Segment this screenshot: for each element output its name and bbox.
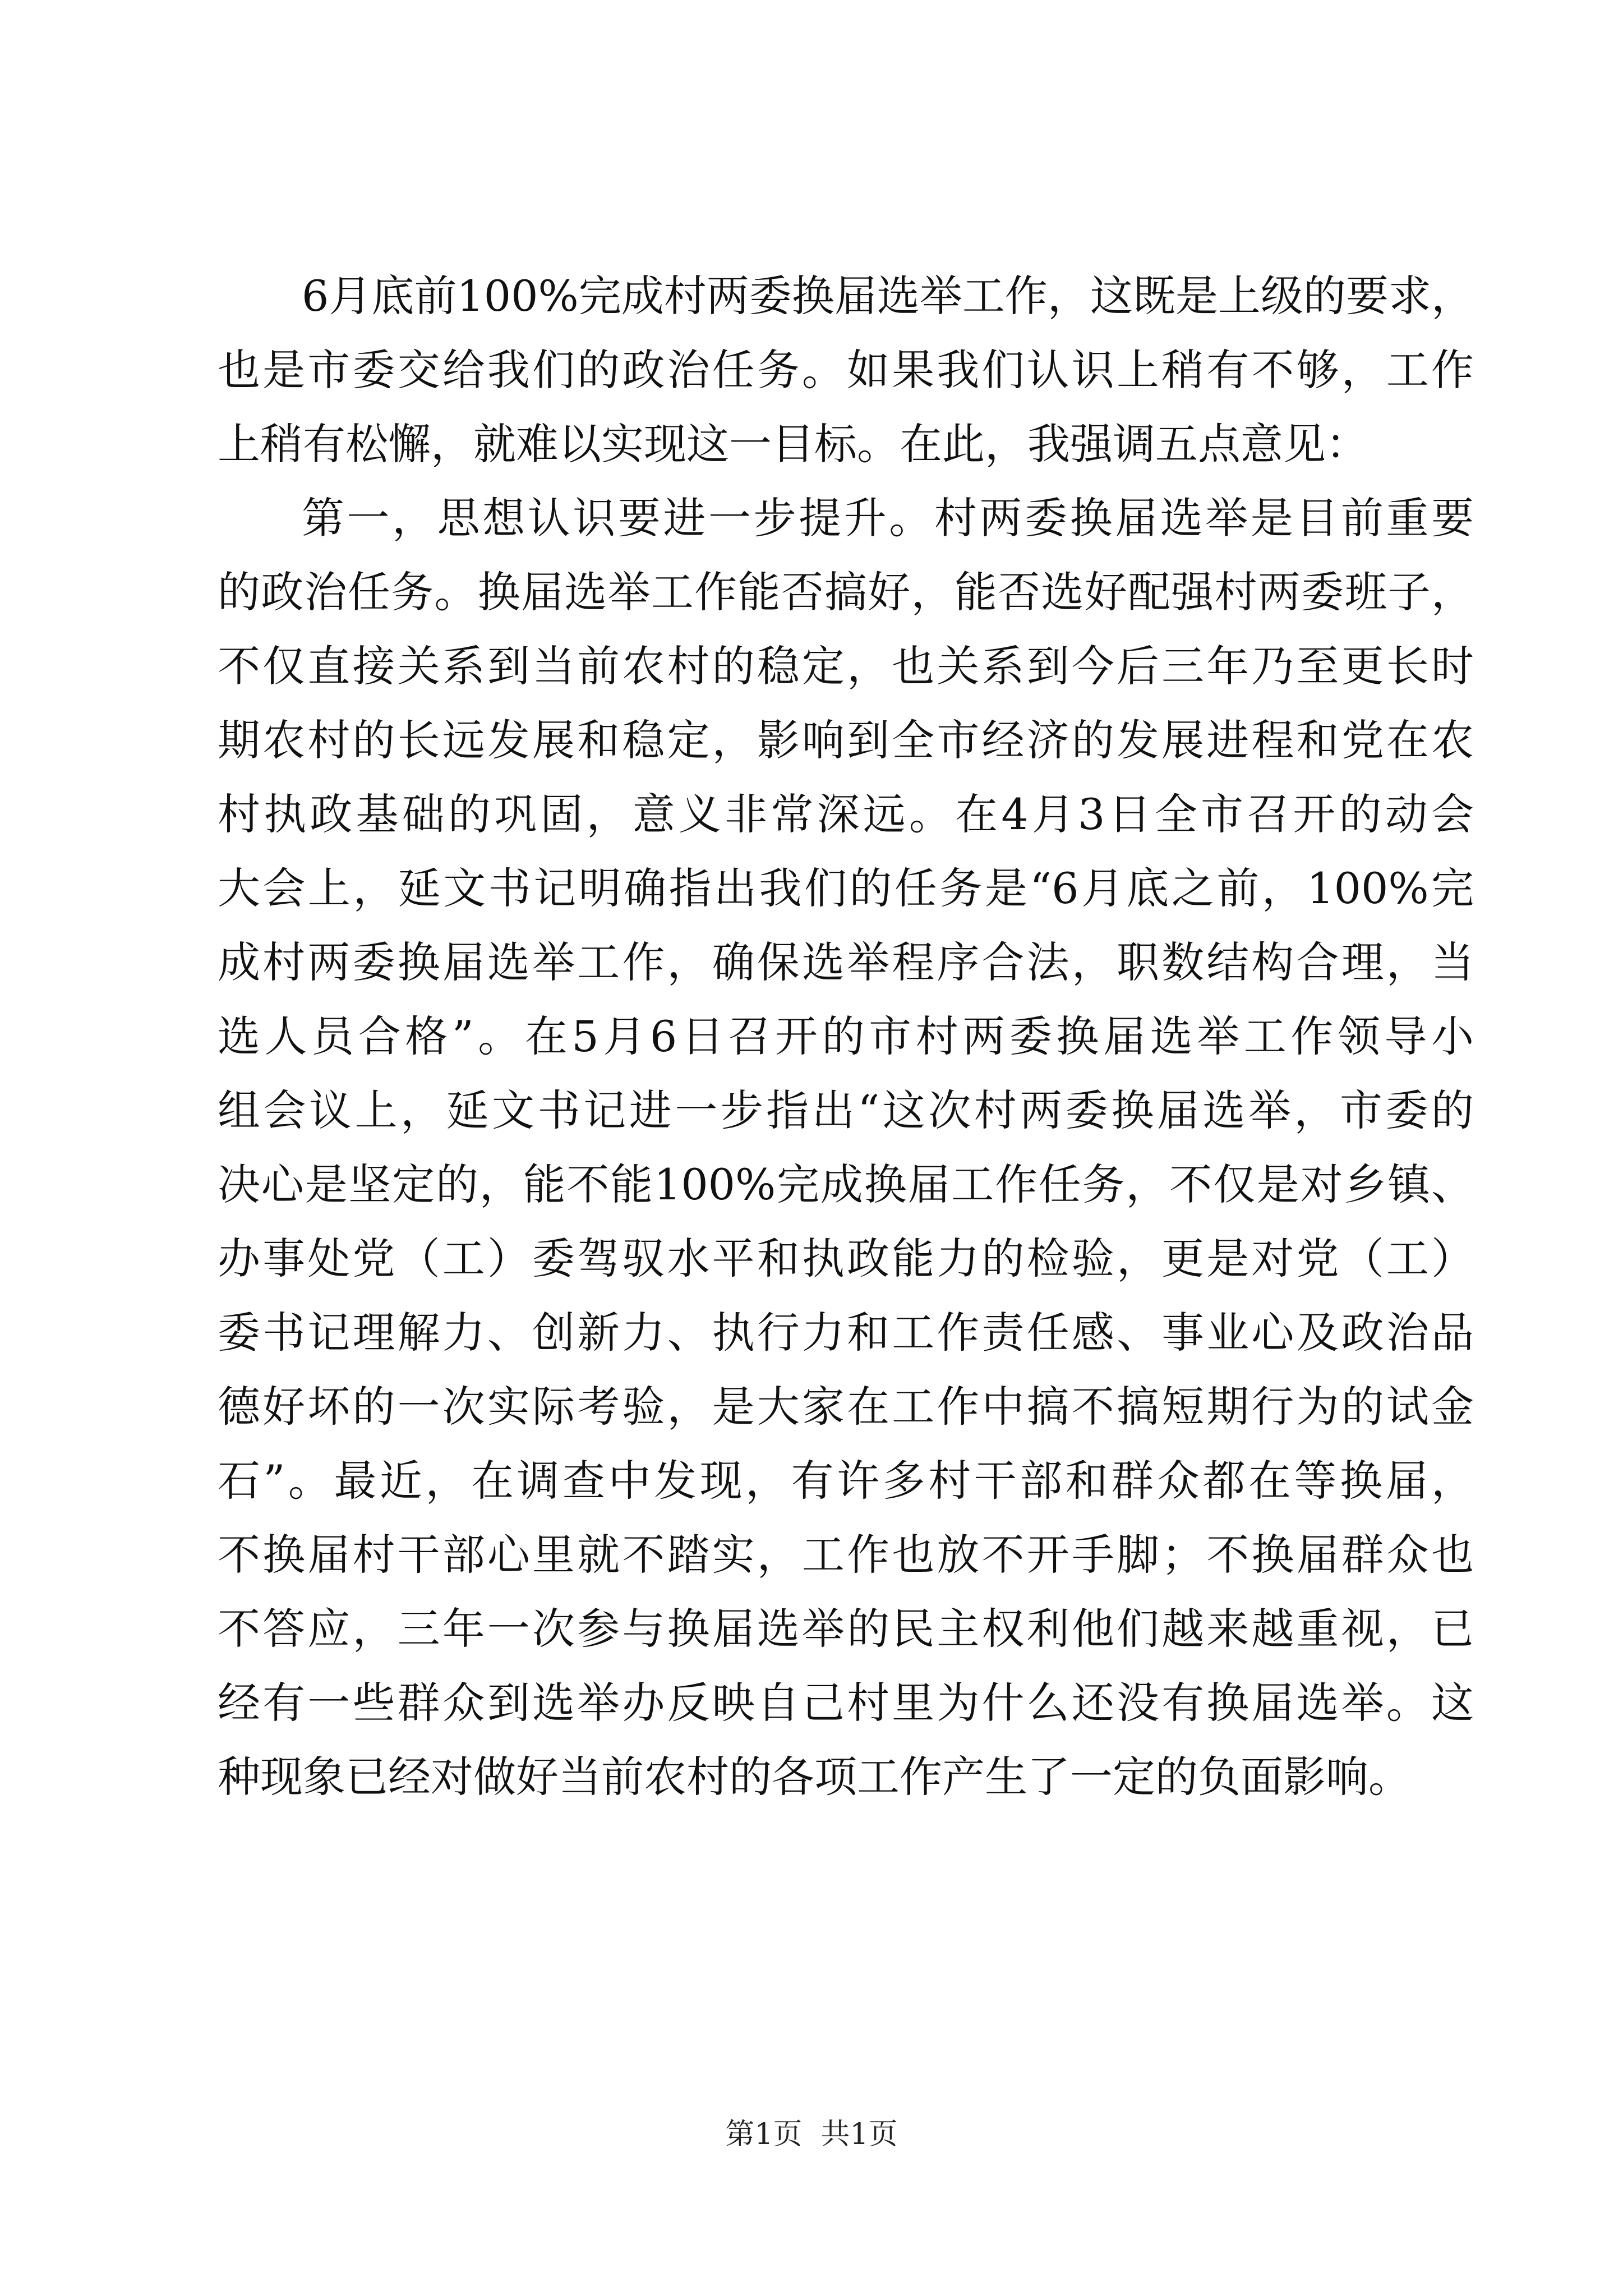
paragraph-2-line-16: 不答应，三年一次参与换届选举的民主权利他们越来越重视，已: [218, 1604, 1474, 1654]
paragraph-2-line-13: 德好坏的一次实际考验，是大家在工作中搞不搞短期行为的试金: [218, 1382, 1474, 1432]
paragraph-1-line-3: 上稍有松懈，就难以实现这一目标。在此，我强调五点意见：: [218, 419, 1368, 469]
document-body: [218, 259, 1474, 1814]
paragraph-2-line-3: 不仅直接关系到当前农村的稳定，也关系到今后三年乃至更长时: [218, 641, 1474, 691]
paragraph-2-line-8: 选人员合格”。在5月6日召开的市村两委换届选举工作领导小: [218, 1011, 1474, 1061]
paragraph-2-line-6: 大会上，延文书记明确指出我们的任务是“6月底之前，100%完: [218, 863, 1474, 913]
paragraph-2-line-14: 石”。最近，在调查中发现，有许多村干部和群众都在等换届，: [218, 1456, 1474, 1506]
paragraph-2-line-4: 期农村的长远发展和稳定，影响到全市经济的发展进程和党在农: [218, 715, 1474, 765]
page-footer: [0, 2115, 1623, 2154]
paragraph-1-line-2: 也是市委交给我们的政治任务。如果我们认识上稍有不够，工作: [218, 345, 1474, 395]
page-number-label: 第1页 共1页: [725, 2118, 898, 2151]
paragraph-2-line-7: 成村两委换届选举工作，确保选举程序合法，职数结构合理，当: [218, 937, 1474, 987]
paragraph-2-line-5: 村执政基础的巩固，意义非常深远。在4月3日全市召开的动会: [218, 789, 1474, 839]
paragraph-2-line-1: 第一，思想认识要进一步提升。村两委换届选举是目前重要: [302, 493, 1474, 543]
paragraph-2-line-12: 委书记理解力、创新力、执行力和工作责任感、事业心及政治品: [218, 1308, 1474, 1358]
paragraph-2-line-18: 种现象已经对做好当前农村的各项工作产生了一定的负面影响。: [218, 1752, 1411, 1802]
paragraph-2-line-9: 组会议上，延文书记进一步指出“这次村两委换届选举，市委的: [218, 1085, 1474, 1135]
paragraph-2-line-11: 办事处党（工）委驾驭水平和执政能力的检验，更是对党（工）: [218, 1234, 1474, 1283]
paragraph-2-line-2: 的政治任务。换届选举工作能否搞好，能否选好配强村两委班子，: [218, 567, 1474, 617]
paragraph-2-line-15: 不换届村干部心里就不踏实，工作也放不开手脚；不换届群众也: [218, 1530, 1474, 1580]
paragraph-1-line-1: 6月底前100%完成村两委换届选举工作，这既是上级的要求，: [302, 271, 1474, 321]
paragraph-2-line-10: 决心是坚定的，能不能100%完成换届工作任务，不仅是对乡镇、: [218, 1159, 1474, 1209]
paragraph-2-line-17: 经有一些群众到选举办反映自己村里为什么还没有换届选举。这: [218, 1678, 1474, 1728]
